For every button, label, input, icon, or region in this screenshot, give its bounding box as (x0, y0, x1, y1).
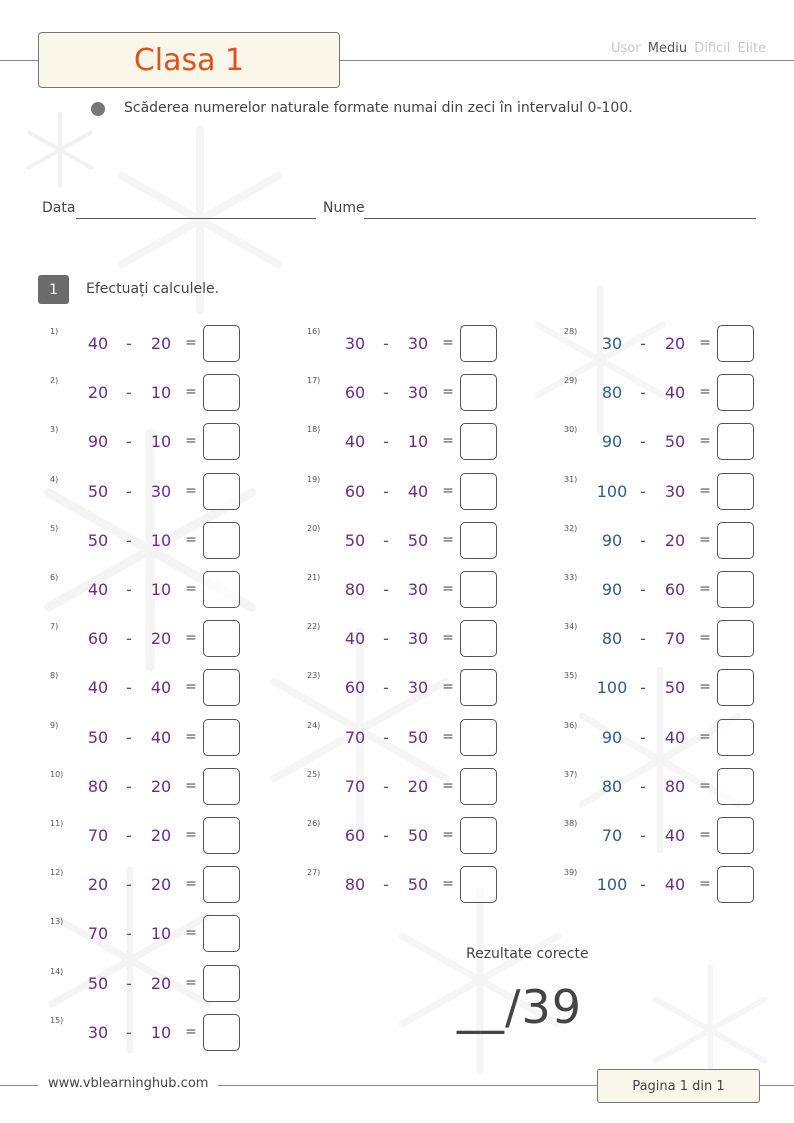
operand-a: 40 (344, 629, 366, 649)
equals-sign: = (699, 876, 711, 893)
problem-number: 27) (307, 868, 321, 878)
answer-box[interactable] (460, 620, 497, 657)
operand-b: 60 (664, 580, 686, 599)
problem-row (307, 669, 557, 707)
problem-number: 18) (307, 425, 321, 435)
answer-box[interactable] (203, 719, 240, 756)
operand-a: 30 (344, 334, 366, 353)
operand-a: 100 (596, 678, 628, 698)
answer-box[interactable] (460, 374, 497, 411)
operand-a: 50 (344, 530, 366, 550)
answer-box[interactable] (460, 719, 497, 756)
operand-b: 30 (664, 481, 686, 501)
operand-b: 50 (664, 432, 686, 452)
answer-box[interactable] (717, 473, 754, 510)
problem-number: 15) (50, 1015, 64, 1025)
date-field[interactable] (76, 218, 316, 219)
page-indicator: Pagina 1 din 1 (597, 1069, 760, 1103)
problem-number: 38) (564, 819, 578, 828)
operand-b: 40 (150, 678, 172, 698)
problem-number: 29) (564, 376, 578, 386)
equals-sign: = (185, 335, 197, 351)
minus-sign: - (126, 678, 132, 698)
equals-sign: = (185, 630, 197, 647)
problem-number: 25) (307, 769, 321, 779)
level-dificil[interactable]: Dificil (694, 41, 731, 56)
answer-box[interactable] (203, 325, 240, 362)
problem-number: 19) (307, 474, 321, 484)
answer-box[interactable] (460, 768, 497, 805)
operand-b: 40 (664, 826, 686, 845)
equals-sign: = (699, 630, 711, 647)
operand-a: 60 (344, 383, 366, 403)
equals-sign: = (442, 876, 454, 893)
operand-a: 30 (87, 1022, 109, 1042)
operand-a: 70 (344, 727, 366, 747)
problem-number: 28) (564, 327, 578, 336)
problem-number: 14) (50, 966, 64, 976)
problem-number: 4) (50, 474, 59, 484)
operand-b: 40 (150, 727, 172, 747)
answer-box[interactable] (460, 423, 497, 460)
equals-sign: = (699, 827, 711, 843)
operand-b: 20 (150, 826, 172, 845)
operand-a: 30 (601, 334, 623, 353)
problem-row (564, 719, 794, 757)
minus-sign: - (383, 383, 389, 403)
equals-sign: = (442, 630, 454, 647)
operand-a: 40 (87, 334, 109, 353)
equals-sign: = (442, 679, 454, 696)
equals-sign: = (185, 433, 197, 450)
problem-row (564, 817, 794, 855)
equals-sign: = (699, 433, 711, 450)
answer-box[interactable] (717, 571, 754, 608)
operand-a: 40 (344, 432, 366, 452)
problem-number: 33) (564, 573, 578, 582)
problem-number: 17) (307, 376, 321, 386)
operand-a: 60 (344, 678, 366, 698)
operand-b: 10 (150, 383, 172, 403)
operand-b: 50 (407, 826, 429, 845)
answer-box[interactable] (717, 374, 754, 411)
equals-sign: = (699, 777, 711, 794)
minus-sign: - (126, 629, 132, 649)
equals-sign: = (699, 482, 711, 499)
minus-sign: - (640, 629, 646, 649)
problem-row (564, 669, 794, 707)
minus-sign: - (126, 776, 132, 796)
equals-sign: = (185, 974, 197, 991)
minus-sign: - (640, 432, 646, 452)
problem-row (564, 768, 794, 806)
problem-number: 34) (564, 622, 578, 632)
problem-row (307, 866, 557, 904)
minus-sign: - (126, 334, 132, 353)
problem-number: 22) (307, 622, 321, 632)
operand-b: 20 (150, 973, 172, 993)
equals-sign: = (185, 531, 197, 548)
problem-number: 39) (564, 868, 578, 878)
minus-sign: - (640, 530, 646, 550)
problem-number: 11) (50, 819, 64, 828)
operand-b: 10 (150, 924, 172, 944)
equals-sign: = (442, 728, 454, 745)
problem-row (307, 522, 557, 560)
date-label: Data (42, 200, 76, 216)
problem-row (564, 325, 794, 363)
problem-number: 2) (50, 376, 59, 386)
operand-b: 20 (664, 530, 686, 550)
operand-a: 60 (344, 481, 366, 501)
minus-sign: - (126, 973, 132, 993)
equals-sign: = (442, 433, 454, 450)
operand-a: 80 (344, 580, 366, 599)
problem-row (50, 719, 300, 757)
operand-b: 40 (664, 875, 686, 895)
operand-b: 30 (407, 334, 429, 353)
problem-row (50, 866, 300, 904)
minus-sign: - (383, 481, 389, 501)
problem-row (50, 669, 300, 707)
operand-a: 50 (87, 973, 109, 993)
problem-row (564, 866, 794, 904)
equals-sign: = (185, 925, 197, 942)
equals-sign: = (185, 1023, 197, 1040)
bullet-dot-icon (91, 102, 105, 116)
operand-a: 70 (344, 776, 366, 796)
problem-number: 35) (564, 671, 578, 681)
operand-b: 20 (664, 334, 686, 353)
operand-a: 70 (87, 924, 109, 944)
problem-number: 5) (50, 523, 59, 533)
equals-sign: = (699, 581, 711, 597)
equals-sign: = (185, 482, 197, 499)
equals-sign: = (442, 581, 454, 597)
problem-row (50, 965, 300, 1003)
name-field[interactable] (364, 218, 756, 219)
equals-sign: = (442, 384, 454, 401)
problem-row (50, 423, 300, 461)
problem-row (307, 817, 557, 855)
minus-sign: - (383, 727, 389, 747)
answer-box[interactable] (203, 768, 240, 805)
problem-number: 21) (307, 573, 321, 582)
minus-sign: - (640, 727, 646, 747)
operand-b: 20 (150, 334, 172, 353)
minus-sign: - (126, 383, 132, 403)
name-label: Nume (323, 200, 365, 216)
minus-sign: - (126, 530, 132, 550)
operand-a: 40 (87, 678, 109, 698)
problem-row (50, 915, 300, 953)
answer-box[interactable] (717, 866, 754, 903)
equals-sign: = (699, 384, 711, 401)
operand-a: 70 (87, 826, 109, 845)
problem-row (50, 522, 300, 560)
operand-a: 100 (596, 875, 628, 895)
problem-row (50, 620, 300, 658)
operand-a: 80 (601, 629, 623, 649)
equals-sign: = (699, 679, 711, 696)
operand-b: 30 (407, 629, 429, 649)
title-box (38, 32, 340, 88)
operand-a: 50 (87, 530, 109, 550)
operand-a: 90 (601, 727, 623, 747)
operand-b: 10 (150, 530, 172, 550)
operand-b: 10 (150, 432, 172, 452)
operand-b: 30 (407, 580, 429, 599)
operand-a: 80 (601, 776, 623, 796)
answer-box[interactable] (203, 915, 240, 952)
problem-number: 26) (307, 819, 321, 828)
equals-sign: = (442, 482, 454, 499)
section-title: Efectuați calculele. (86, 281, 220, 297)
problem-number: 8) (50, 671, 59, 681)
answer-box[interactable] (460, 325, 497, 362)
equals-sign: = (442, 827, 454, 843)
problem-row (564, 571, 794, 609)
problem-number: 6) (50, 573, 59, 582)
section-number: 1 (38, 275, 69, 304)
answer-box[interactable] (717, 423, 754, 460)
operand-b: 70 (664, 629, 686, 649)
problem-number: 23) (307, 671, 321, 681)
answer-box[interactable] (460, 669, 497, 706)
problem-number: 7) (50, 622, 59, 632)
operand-b: 10 (150, 580, 172, 599)
operand-a: 80 (601, 383, 623, 403)
results-label: Rezultate corecte (466, 946, 589, 962)
problem-row (50, 325, 300, 363)
operand-a: 90 (601, 530, 623, 550)
minus-sign: - (126, 826, 132, 845)
operand-a: 60 (87, 629, 109, 649)
answer-box[interactable] (203, 817, 240, 854)
answer-box[interactable] (717, 522, 754, 559)
operand-b: 50 (407, 727, 429, 747)
operand-b: 40 (664, 727, 686, 747)
problem-row (564, 620, 794, 658)
operand-a: 20 (87, 383, 109, 403)
minus-sign: - (640, 481, 646, 501)
problem-row (307, 719, 557, 757)
minus-sign: - (383, 432, 389, 452)
answer-box[interactable] (203, 423, 240, 460)
operand-a: 50 (87, 481, 109, 501)
minus-sign: - (126, 924, 132, 944)
answer-box[interactable] (717, 719, 754, 756)
problem-row (50, 374, 300, 412)
operand-b: 20 (150, 629, 172, 649)
minus-sign: - (383, 826, 389, 845)
operand-b: 50 (407, 875, 429, 895)
problem-row (307, 768, 557, 806)
operand-b: 50 (664, 678, 686, 698)
equals-sign: = (699, 531, 711, 548)
minus-sign: - (383, 776, 389, 796)
answer-box[interactable] (717, 620, 754, 657)
minus-sign: - (383, 629, 389, 649)
answer-box[interactable] (203, 522, 240, 559)
problem-row (50, 473, 300, 511)
answer-box[interactable] (203, 1014, 240, 1051)
operand-b: 30 (150, 481, 172, 501)
answer-box[interactable] (460, 571, 497, 608)
problem-row (564, 374, 794, 412)
minus-sign: - (126, 481, 132, 501)
minus-sign: - (640, 826, 646, 845)
answer-box[interactable] (203, 571, 240, 608)
operand-a: 90 (601, 432, 623, 452)
operand-b: 50 (407, 530, 429, 550)
operand-a: 50 (87, 727, 109, 747)
operand-a: 100 (596, 481, 628, 501)
minus-sign: - (383, 678, 389, 698)
problem-row (307, 473, 557, 511)
operand-a: 60 (344, 826, 366, 845)
operand-b: 80 (664, 776, 686, 796)
equals-sign: = (442, 777, 454, 794)
minus-sign: - (383, 334, 389, 353)
operand-b: 10 (150, 1022, 172, 1042)
equals-sign: = (185, 581, 197, 597)
minus-sign: - (126, 580, 132, 599)
difficulty-levels (611, 41, 769, 56)
minus-sign: - (640, 776, 646, 796)
level-mediu[interactable]: Mediu (647, 41, 688, 56)
operand-b: 30 (407, 678, 429, 698)
minus-sign: - (126, 875, 132, 895)
answer-box[interactable] (203, 866, 240, 903)
equals-sign: = (185, 777, 197, 794)
problem-row (307, 620, 557, 658)
minus-sign: - (383, 580, 389, 599)
problem-number: 36) (564, 720, 578, 730)
operand-b: 20 (150, 875, 172, 895)
answer-box[interactable] (203, 473, 240, 510)
footer-site: www.vblearninghub.com (38, 1076, 218, 1091)
minus-sign: - (640, 875, 646, 895)
answer-box[interactable] (460, 522, 497, 559)
operand-b: 30 (407, 383, 429, 403)
minus-sign: - (383, 875, 389, 895)
operand-b: 20 (150, 776, 172, 796)
level-elite[interactable]: Elite (737, 41, 767, 56)
operand-b: 20 (407, 776, 429, 796)
minus-sign: - (383, 530, 389, 550)
equals-sign: = (442, 335, 454, 351)
minus-sign: - (640, 334, 646, 353)
operand-a: 90 (87, 432, 109, 452)
answer-box[interactable] (717, 817, 754, 854)
operand-a: 20 (87, 875, 109, 895)
equals-sign: = (442, 531, 454, 548)
snowflake-icon (20, 110, 100, 190)
answer-box[interactable] (460, 866, 497, 903)
problem-row (307, 423, 557, 461)
minus-sign: - (640, 678, 646, 698)
problem-number: 12) (50, 868, 64, 878)
problem-row (307, 374, 557, 412)
problem-row (307, 325, 557, 363)
answer-box[interactable] (203, 620, 240, 657)
operand-a: 40 (87, 580, 109, 599)
operand-a: 80 (87, 776, 109, 796)
answer-box[interactable] (203, 374, 240, 411)
problem-row (50, 817, 300, 855)
operand-a: 90 (601, 580, 623, 599)
answer-box[interactable] (460, 473, 497, 510)
problem-row (50, 768, 300, 806)
problem-row (564, 423, 794, 461)
problem-row (564, 522, 794, 560)
minus-sign: - (640, 383, 646, 403)
score: __/39 (457, 980, 583, 1034)
operand-b: 10 (407, 432, 429, 452)
equals-sign: = (185, 876, 197, 893)
minus-sign: - (126, 432, 132, 452)
page-title: Clasa 1 (133, 42, 245, 78)
operand-a: 80 (344, 875, 366, 895)
problem-number: 30) (564, 425, 578, 435)
operand-b: 40 (407, 481, 429, 501)
operand-b: 40 (664, 383, 686, 403)
equals-sign: = (185, 384, 197, 401)
level-usor[interactable]: Ușor (611, 41, 641, 56)
problem-number: 16) (307, 327, 321, 336)
problem-number: 20) (307, 523, 321, 533)
answer-box[interactable] (203, 669, 240, 706)
problem-number: 24) (307, 720, 321, 730)
equals-sign: = (185, 728, 197, 745)
equals-sign: = (699, 335, 711, 351)
answer-box[interactable] (717, 669, 754, 706)
answer-box[interactable] (203, 965, 240, 1002)
problem-number: 32) (564, 523, 578, 533)
problem-number: 3) (50, 425, 59, 435)
problem-number: 10) (50, 769, 64, 779)
answer-box[interactable] (717, 768, 754, 805)
problem-number: 37) (564, 769, 578, 779)
operand-a: 70 (601, 826, 623, 845)
problem-row (564, 473, 794, 511)
problem-number: 13) (50, 917, 64, 927)
answer-box[interactable] (717, 325, 754, 362)
task-description: Scăderea numerelor naturale formate numai din zeci în intervalul 0-100. (124, 100, 633, 116)
problem-row (50, 571, 300, 609)
problem-number: 9) (50, 720, 59, 730)
minus-sign: - (126, 727, 132, 747)
equals-sign: = (699, 728, 711, 745)
problem-row (307, 571, 557, 609)
minus-sign: - (126, 1022, 132, 1042)
equals-sign: = (185, 679, 197, 696)
problem-row (50, 1014, 300, 1052)
problem-number: 1) (50, 327, 59, 336)
equals-sign: = (185, 827, 197, 843)
problem-number: 31) (564, 474, 578, 484)
answer-box[interactable] (460, 817, 497, 854)
minus-sign: - (640, 580, 646, 599)
